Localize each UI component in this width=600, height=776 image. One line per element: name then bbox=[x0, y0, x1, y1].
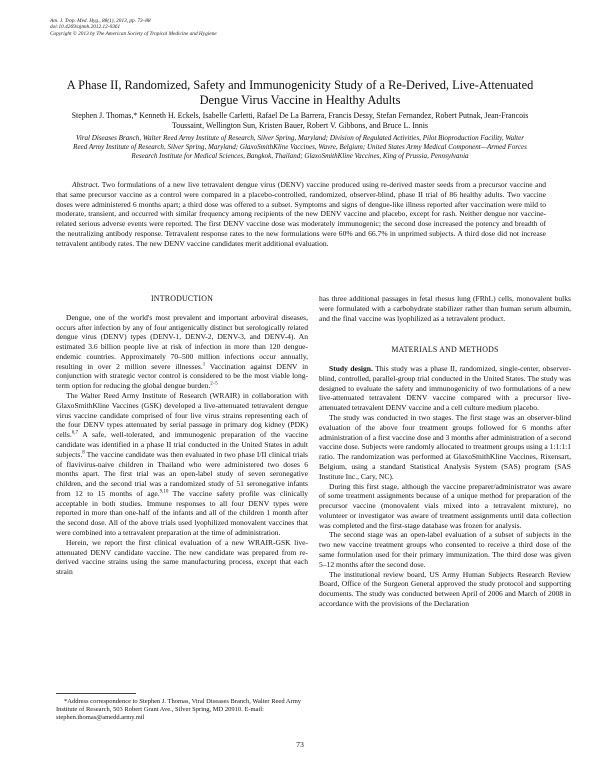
intro-paragraph bbox=[56, 391, 308, 538]
page-number: 73 bbox=[296, 740, 304, 749]
correspondence-footnote: *Address correspondence to Stephen J. Thomas, Viral Diseases Branch, Walter Reed Army Institute of Research, 503 Robert Grant Ave., Silver Spring, MD 20910. E-mail: stephen.thomas@amedd.army.mil bbox=[56, 698, 302, 722]
article-title: A Phase II, Randomized, Safety and Immunogenicity Study of a Re-Derived, Live-Attenuated Dengue Virus Vaccine in Healthy Adults bbox=[66, 78, 534, 107]
intro-text: Dengue, one of the world's most prevalent and important arboviral diseases, occurs after infection by any of four antigenically distinct but serologically related dengue virus (DENV) types (DENV-1, DENV-2, DENV-3, and DENV-4). An estimated 3.6 billion people live at risk of infection in more than 120 dengue-endemic countries. Approximately 70–500 million infections occur annually, resulting in over 2 million severe illnesses. bbox=[56, 312, 308, 371]
intro-text: The Walter Reed Army Institute of Research (WRAIR) in collaboration with GlaxoSmithKline Vaccines (GSK) developed a live-attenuated tetravalent dengue virus vaccine candidate comprised of four live virus strains representing each of the four DENV types attenuated by serial passage in primary dog kidney (PDK) cells. bbox=[56, 391, 308, 440]
abstract-text: Two formulations of a new live tetravalent dengue virus (DENV) vaccine produced using re-derived master seeds from a precursor vaccine and that same precursor vaccine as a control were compared in a placebo-controlled, randomized, observer-blind, phase II trial of 86 healthy adults. Two vaccine doses were administered 6 months apart; a third dose was offered to a subset. Symptoms and signs of dengue-like illness reported after vaccination were mild to moderate, transient, and occurred with similar frequency among recipients of the new DENV vaccine and placebo, except for rash. Neither dengue nor vaccine-related serious adverse events were reported. The first DENV vaccine dose was moderately immunogenic; the second dose increased the potency and breadth of the neutralizing antibody response. Tetravalent response rates to the new formulations were 60% and 66.7% in unprimed subjects. A third dose did not increase tetravalent antibody rates. The new DENV vaccine candidates merit additional evaluation. bbox=[56, 180, 546, 248]
copyright-line: Copyright © 2013 by The American Society of Tropical Medicine and Hygiene bbox=[50, 30, 217, 37]
doi-line: doi:10.4269/ajtmh.2012.12-0361 bbox=[50, 24, 121, 31]
methods-paragraph bbox=[319, 364, 571, 413]
author-list: Stephen J. Thomas,* Kenneth H. Eckels, Isabelle Carletti, Rafael De La Barrera, Francis Dessy, Stefan Fernandez, Robert Putnak, Jean-Francois Toussaint, Wellington Sun, Kristen Bauer, Robert V. Gibbons, and Bruce L. Innis bbox=[71, 111, 529, 131]
methods-paragraph: During this first stage, although the vaccine preparer/administrator was aware of some treatment assignments because of a unique method for preparation of the precursor vaccine (monovalent vials mixed into a tetravalent mixture), no volunteer or investigator was aware of treatment assignments until data collection was completed and the first-stage database was frozen for analysis. bbox=[319, 481, 571, 530]
left-column bbox=[56, 294, 308, 577]
footnote-divider bbox=[56, 693, 136, 694]
journal-header bbox=[50, 18, 350, 37]
study-design-label: Study design. bbox=[329, 364, 373, 374]
citation-marker: 9,10 bbox=[159, 489, 169, 495]
citation-marker: 1 bbox=[202, 362, 206, 368]
journal-citation: Am. J. Trop. Med. Hyg., 88(1), 2013, pp. 73–88 bbox=[50, 18, 151, 24]
methods-heading: MATERIALS AND METHODS bbox=[391, 345, 499, 355]
intro-text: The vaccine candidate was then evaluated in two phase I/II clinical trials of flavivirus-naive children in Thailand who were administered two doses 6 months apart. The first trial was an open-label study of seven seronegative children, and the second trial was a randomized study of 51 seronegative infants from 12 to 15 months of age. bbox=[56, 449, 308, 498]
citation-marker: 2–5 bbox=[210, 381, 218, 387]
intro-text: A safe, well-tolerated, and immunogenic preparation of the vaccine candidate was identified in a phase II trial conducted in the United States in adult subjects. bbox=[56, 430, 308, 459]
affiliations: Viral Diseases Branch, Walter Reed Army Institute of Research, Silver Spring, Maryland; Division of Regulated Activities, Pilot Bioproduction Facility, Walter Reed Army Institute of Research, Silver Spring, Maryland; GlaxoSmithKline Vaccines, Wavre, Belgium; United States Army Medical Component—Armed Forces Research Institute for Medical Sciences, Bangkok, Thailand; GlaxoSmithKline Vaccines, King of Prussia, Pennsylvania bbox=[73, 134, 527, 161]
citation-marker: 8 bbox=[82, 450, 85, 456]
methods-paragraph: The study was conducted in two stages. The first stage was an observer-blind evaluation of the above four treatment groups followed for 6 months after administration of a first vaccine dose and 3 months after administration of a second vaccine dose. Subjects were randomly allocated to treatment groups using a 1:1:1:1 ratio. The randomization was performed at GlaxoSmithKline Vaccines, Rixensart, Belgium, using a standard Statistical Analysis System (SAS) program (SAS Institute Inc., Cary, NC). bbox=[319, 413, 571, 481]
methods-paragraph: The second stage was an open-label evaluation of a subset of subjects in the two new vaccine treatment groups who consented to receive a third dose of the same formulation used for their primary immunization. The third dose was given 5–12 months after the second dose. bbox=[319, 530, 571, 569]
intro-paragraph: Herein, we report the first clinical evaluation of a new WRAIR-GSK live-attenuated DENV candidate vaccine. The new candidate was prepared from re-derived vaccine strains using the same manufacturing process, except that each strain bbox=[56, 537, 308, 577]
methods-paragraph: The institutional review board, US Army Human Subjects Research Review Board, Office of the Surgeon General approved the study protocol and supporting documents. The study was conducted between April of 2006 and March of 2008 in accordance with the provisions of the Declaration bbox=[319, 569, 571, 608]
citation-marker: 6,7 bbox=[71, 430, 78, 436]
methods-text: This study was a phase II, randomized, single-center, observer-blind, controlled, parallel-group trial conducted in the United States. The study was designed to evaluate the safety and immunogenicity of two formulations of a new live-attenuated tetravalent DENV vaccine compared with a precursor live-attenuated tetravalent DENV vaccine and a cell culture medium placebo. bbox=[319, 364, 572, 413]
abstract-label: Abstract. bbox=[72, 180, 100, 189]
intro-text: The vaccine safety profile was clinically acceptable in both studies. Immune responses to all four DENV types were reported in more than one-half of the infants and all of the children 1 month after the second dose. All of the above trials used lyophilized monovalent vaccines that were combined into a tetravalent preparation at the time of administration. bbox=[56, 488, 308, 537]
introduction-heading: INTRODUCTION bbox=[150, 294, 213, 303]
intro-text: Vaccination against DENV in conjunction with strategic vector control is considered to be the most viable long-term option for reducing the global dengue burden. bbox=[56, 361, 308, 391]
intro-paragraph bbox=[56, 313, 308, 391]
abstract bbox=[56, 180, 546, 248]
right-column bbox=[319, 294, 571, 609]
intro-continuation: has three additional passages in fetal rhesus lung (FRhL) cells, monovalent bulks were formulated with a carbohydrate stabilizer rather than human serum albumin, and the final vaccine was lyophilized as a tetravalent product. bbox=[319, 294, 571, 323]
